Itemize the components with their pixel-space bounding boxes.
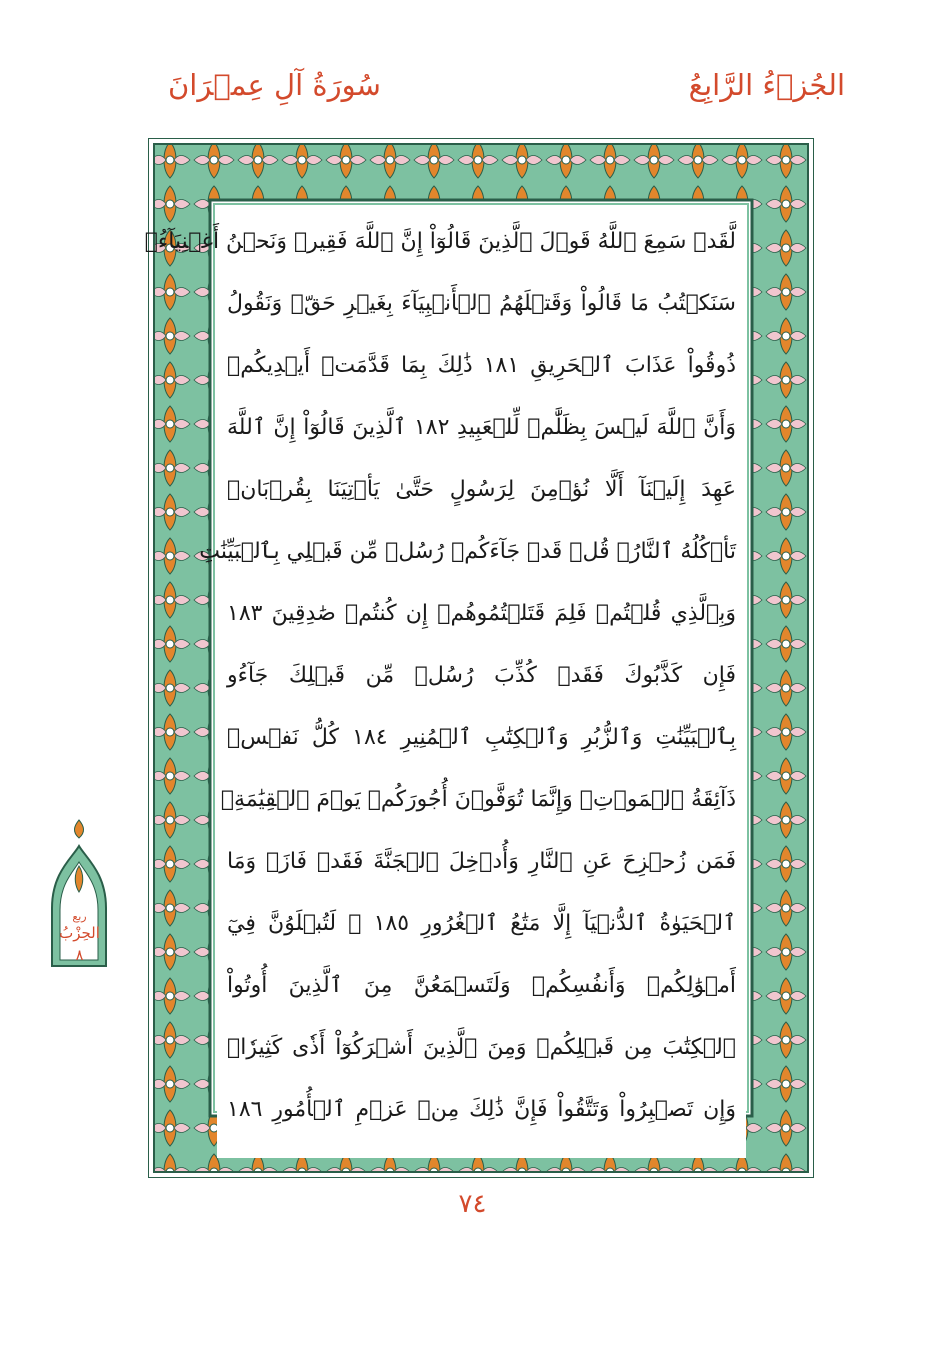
quran-text-panel	[144, 205, 746, 1158]
text-line: بِٱلۡبَيِّنَٰتِ وَٱلزُّبُرِ وَٱلۡكِتَٰبِ ٱلۡمُنِيرِ ١٨٤ كُلُّ نَفۡسٖ	[227, 725, 736, 750]
text-line: ٱلۡحَيَوٰةُ ٱلدُّنۡيَآ إِلَّا مَتَٰعُ ٱلۡغُرُورِ ١٨٥ ۞ لَتُبۡلَوُنَّ فِيٓ	[227, 911, 736, 936]
hizb-label: الحِزْبُ	[59, 924, 100, 942]
hizb-quarter-label: ربع	[72, 910, 87, 923]
hizb-number: ٨	[75, 946, 84, 964]
page-number: ٧٤	[458, 1189, 487, 1219]
text-line: أَمۡوَٰلِكُمۡ وَأَنفُسِكُمۡ وَلَتَسۡمَعُنَّ مِنَ ٱلَّذِينَ أُوتُواْ	[227, 973, 736, 998]
text-line: لَّقَدۡ سَمِعَ ٱللَّهُ قَوۡلَ ٱلَّذِينَ قَالُوٓاْ إِنَّ ٱللَّهَ فَقِيرٞ وَنَحۡنُ أَغۡنِيَآءُۘ	[144, 229, 736, 254]
hizb-marker	[42, 818, 117, 970]
text-line: تَأۡكُلُهُ ٱلنَّارُۗ قُلۡ قَدۡ جَآءَكُمۡ رُسُلٞ مِّن قَبۡلِي بِٱلۡبَيِّنَٰتِ	[199, 539, 736, 564]
text-line: عَهِدَ إِلَيۡنَآ أَلَّا نُؤۡمِنَ لِرَسُولٍ حَتَّىٰ يَأۡتِيَنَا بِقُرۡبَانٖ	[227, 477, 736, 502]
text-line: وَإِن تَصۡبِرُواْ وَتَتَّقُواْ فَإِنَّ ذَٰلِكَ مِنۡ عَزۡمِ ٱلۡأُمُورِ ١٨٦	[227, 1097, 736, 1122]
juz-title: الجُزۡءُ الرَّابِعُ	[688, 68, 845, 102]
text-line: سَنَكۡتُبُ مَا قَالُواْ وَقَتۡلَهُمُ ٱلۡأَنۢبِيَآءَ بِغَيۡرِ حَقّٖ وَنَقُولُ	[227, 291, 736, 316]
text-line: ذُوقُواْ عَذَابَ ٱلۡحَرِيقِ ١٨١ ذَٰلِكَ بِمَا قَدَّمَتۡ أَيۡدِيكُمۡ	[227, 353, 736, 378]
text-line: ٱلۡكِتَٰبَ مِن قَبۡلِكُمۡ وَمِنَ ٱلَّذِينَ أَشۡرَكُوٓاْ أَذٗى كَثِيرٗاۚ	[227, 1035, 736, 1060]
text-line: فَإِن كَذَّبُوكَ فَقَدۡ كُذِّبَ رُسُلٞ مِّن قَبۡلِكَ جَآءُو	[227, 663, 736, 688]
text-line: وَبِٱلَّذِي قُلۡتُمۡ فَلِمَ قَتَلۡتُمُوهُمۡ إِن كُنتُمۡ صَٰدِقِينَ ١٨٣	[227, 601, 736, 626]
text-line: وَأَنَّ ٱللَّهَ لَيۡسَ بِظَلَّٰمٖ لِّلۡعَبِيدِ ١٨٢ ٱلَّذِينَ قَالُوٓاْ إِنَّ ٱللَّهَ	[227, 415, 737, 440]
text-line: ذَآئِقَةُ ٱلۡمَوۡتِۗ وَإِنَّمَا تُوَفَّوۡنَ أُجُورَكُمۡ يَوۡمَ ٱلۡقِيَٰمَةِۖ	[220, 787, 736, 812]
surah-title: سُورَةُ آلِ عِمۡرَانَ	[168, 68, 381, 102]
text-line: فَمَن زُحۡزِحَ عَنِ ٱلنَّارِ وَأُدۡخِلَ ٱلۡجَنَّةَ فَقَدۡ فَازَۗ وَمَا	[227, 849, 736, 874]
